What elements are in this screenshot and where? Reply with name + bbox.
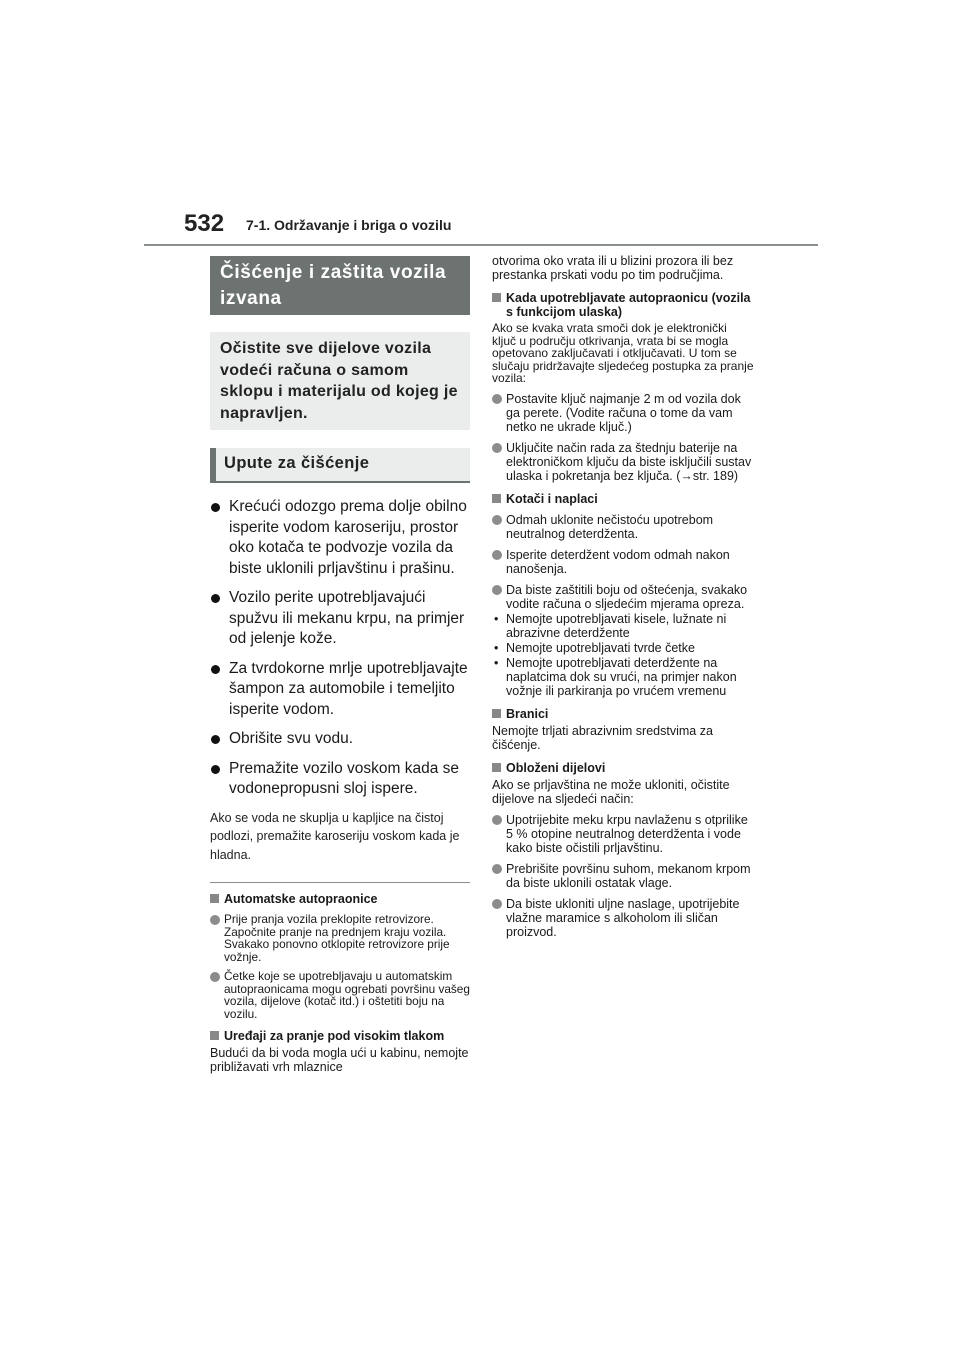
list-item: Obrišite svu vodu. (210, 729, 470, 750)
bullet-icon (211, 594, 220, 603)
square-bullet-icon (492, 293, 501, 302)
list-item: Isperite deterdžent vodom odmah nakon nanošenja. (492, 548, 754, 576)
wax-note: Ako se voda ne skuplja u kapljice na čistoj podlozi, premažite karoseriju voskom kada je hladna. (210, 810, 460, 862)
car-wash-entry-text: Ako se kvaka vrata smoči dok je elektronički ključ u području otkrivanja, vrata bi se mogla opetovano zaključavati i otključavati. U tom se slučaju pridržavajte sljedećeg postupka za pranje vozila: (492, 321, 754, 385)
continued-text: otvorima oko vrata ili u blizini prozora ili bez prestanka prskati vodu po tim područjima. (492, 254, 734, 282)
section-title: 7-1. Održavanje i briga o vozilu (246, 217, 452, 233)
dot-bullet-icon: • (494, 640, 499, 655)
section-divider (210, 882, 470, 883)
circle-bullet-icon (492, 394, 502, 404)
circle-bullet-icon (492, 515, 502, 525)
bullet-icon (211, 503, 220, 512)
high-pressure-text: Budući da bi voda mogla ući u kabinu, nemojte približavati vrh mlaznice (210, 1046, 469, 1074)
list-item: Vozilo perite upotrebljavajući spužvu ili mekanu krpu, na primjer od jelenje kože. (210, 588, 470, 650)
car-wash-entry-heading: Kada upotrebljavate autopraonicu (vozila s funkcijom ulaska) (492, 291, 754, 319)
list-item: Odmah uklonite nečistoću upotrebom neutralnog deterdženta. (492, 513, 754, 541)
list-item: Krećući odozgo prema dolje obilno isperite vodom karoseriju, prostor oko kotača te podvozje vozila da biste uklonili prljavštinu i prašinu. (210, 497, 470, 579)
square-bullet-icon (210, 894, 219, 903)
list-item: • Nemojte upotrebljavati deterdžente na naplatcima dok su vrući, na primjer nakon vožnje ili parkiranja po vrućem vremenu (494, 655, 737, 698)
auto-wash-heading: Automatske autopraonice (210, 892, 470, 906)
square-bullet-icon (492, 763, 501, 772)
right-column (492, 254, 754, 939)
list-item: • Nemojte upotrebljavati tvrde četke (494, 640, 695, 655)
page-number: 532 (184, 210, 225, 237)
header-divider (144, 244, 818, 246)
circle-bullet-icon (492, 815, 502, 825)
bumpers-heading: Branici (492, 707, 754, 721)
list-item: Premažite vozilo voskom kada se vodonepropusni sloj ispere. (210, 759, 470, 800)
dot-bullet-icon: • (494, 611, 499, 626)
intro-text: Očistite sve dijelove vozila vodeći računa o samom sklopu i materijalu od kojeg je napravljen. (210, 332, 470, 430)
list-item: Uključite način rada za štednju baterije na elektroničkom ključu da biste isključili sustav ulaska i pokretanja bez ključa. (→str. 189) (492, 441, 754, 483)
list-item: Prije pranja vozila preklopite retrovizore. Započnite pranje na prednjem kraju vozila. Svakako ponovno otklopite retrovizore prije vožnje. (210, 913, 470, 963)
circle-bullet-icon (492, 864, 502, 874)
bullet-icon (211, 735, 220, 744)
list-item: Da biste zaštitili boju od oštećenja, svakako vodite računa o sljedećim mjerama opreza. (492, 583, 754, 611)
bullet-icon (211, 665, 220, 674)
square-bullet-icon (492, 494, 501, 503)
list-item: Postavite ključ najmanje 2 m od vozila dok ga perete. (Vodite računa o tome da vam netko ne ukrade ključ.) (492, 392, 754, 434)
circle-bullet-icon (492, 443, 502, 453)
list-item: Za tvrdokorne mrlje upotrebljavajte šampon za automobile i temeljito isperite vodom. (210, 659, 470, 721)
high-pressure-heading: Uređaji za pranje pod visokim tlakom (210, 1029, 470, 1043)
plated-parts-text: Ako se prljavština ne može ukloniti, očistite dijelove na sljedeći način: (492, 777, 730, 806)
circle-bullet-icon (492, 585, 502, 595)
list-item: • Nemojte upotrebljavati kisele, lužnate ni abrazivne deterdžente (494, 611, 727, 640)
list-item: Upotrijebite meku krpu navlaženu s otprilike 5 % otopine neutralnog deterdženta i vode kako biste očistili prljavštinu. (492, 813, 754, 855)
bumpers-text: Nemojte trljati abrazivnim sredstvima za čišćenje. (492, 723, 713, 752)
list-item: Da biste ukloniti uljne naslage, upotrijebite vlažne maramice s alkoholom ili sličan proizvod. (492, 897, 754, 939)
list-item: Četke koje se upotrebljavaju u automatskim autopraonicama mogu ogrebati površinu vašeg vozila, dijelove (kotač itd.) i oštetiti boju na vozilu. (210, 970, 470, 1020)
square-bullet-icon (210, 1031, 219, 1040)
square-bullet-icon (492, 709, 501, 718)
plated-parts-heading: Obloženi dijelovi (492, 761, 754, 775)
circle-bullet-icon (492, 899, 502, 909)
left-column (210, 256, 470, 1074)
cleaning-steps (210, 497, 470, 800)
bullet-icon (211, 765, 220, 774)
circle-bullet-icon (210, 915, 220, 925)
page-title: Čišćenje i zaštita vozila izvana (210, 256, 470, 315)
dot-bullet-icon: • (494, 655, 499, 670)
list-item: Prebrišite površinu suhom, mekanom krpom da biste uklonili ostatak vlage. (492, 862, 754, 890)
subsection-title: Upute za čišćenje (210, 448, 470, 483)
wheels-heading: Kotači i naplaci (492, 492, 754, 506)
circle-bullet-icon (210, 972, 220, 982)
circle-bullet-icon (492, 550, 502, 560)
